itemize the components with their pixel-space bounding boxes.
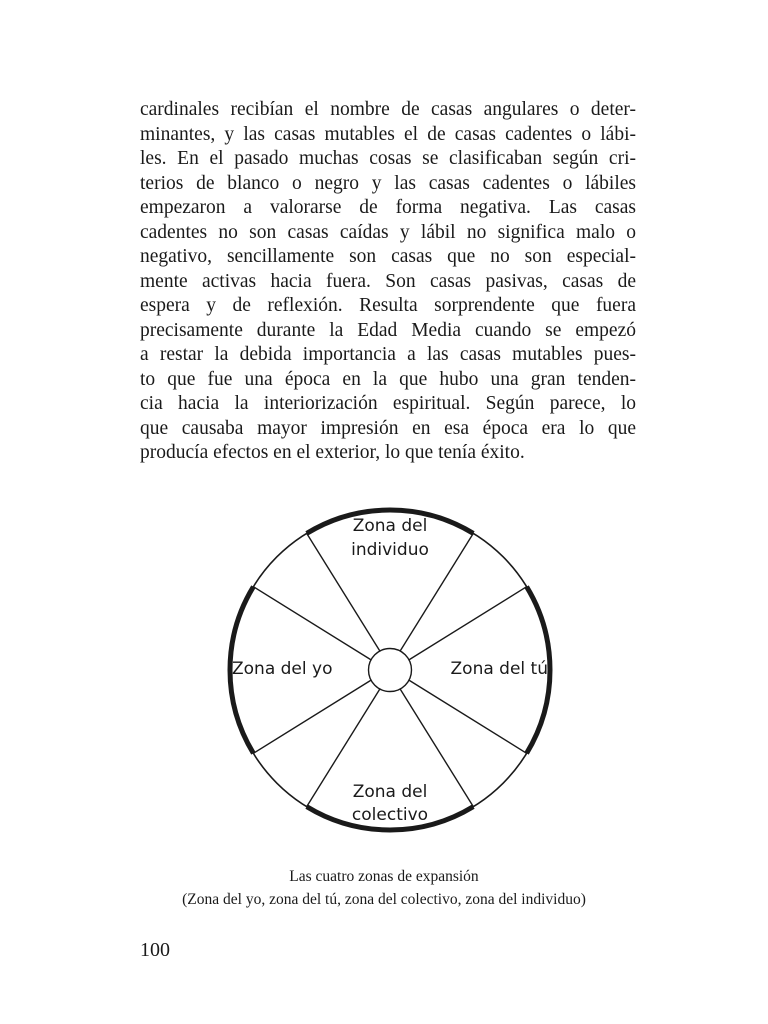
label-colectivo-line1: Zona del: [352, 782, 428, 802]
text-line: cardinales recibían el nombre de casas angulares o deter-: [140, 99, 636, 120]
text-line: precisamente durante la Edad Media cuando se empezó: [140, 319, 636, 341]
text-line: terios de blanco o negro y las casas cadentes o lábiles: [140, 172, 636, 194]
text-line: minantes, y las casas mutables el de casas cadentes o lábi-: [140, 123, 636, 145]
text-line: cadentes no son casas caídas y lábil no significa malo o: [140, 221, 636, 243]
label-individuo-line2: individuo: [351, 540, 429, 560]
figure-caption-title: Las cuatro zonas de expansión: [289, 868, 479, 885]
text-line: que causaba mayor impresión en esa época era lo que: [140, 417, 636, 439]
text-line: espera y de reflexión. Resulta sorprendente que fuera: [140, 295, 636, 316]
label-tu: Zona del tú: [450, 659, 548, 679]
text-line: producía efectos en el exterior, lo que tenía éxito.: [140, 442, 525, 463]
text-line: negativo, sencillamente son casas que no son especial-: [140, 246, 636, 267]
body-paragraph: [140, 98, 636, 466]
text-line: empezaron a valorarse de forma negativa. Las casas: [140, 197, 636, 218]
figure-caption-subtitle: (Zona del yo, zona del tú, zona del colectivo, zona del individuo): [182, 891, 586, 908]
text-line: les. En el pasado muchas cosas se clasificaban según cri-: [140, 148, 636, 169]
label-individuo-line1: Zona del: [352, 516, 428, 536]
zones-wheel-diagram: [220, 500, 560, 840]
text-line: mente activas hacia fuera. Son casas pasivas, casas de: [140, 270, 636, 292]
text-line: a restar la debida importancia a las casas mutables pues-: [140, 344, 636, 365]
page-number: 100: [140, 939, 170, 961]
text-line: to que fue una época en la que hubo una gran tenden-: [140, 368, 636, 390]
center-circle: [369, 649, 412, 692]
label-yo: Zona del yo: [232, 659, 333, 679]
text-line: cia hacia la interiorización espiritual. Según parece, lo: [140, 393, 636, 414]
label-colectivo-line2: colectivo: [351, 805, 429, 825]
